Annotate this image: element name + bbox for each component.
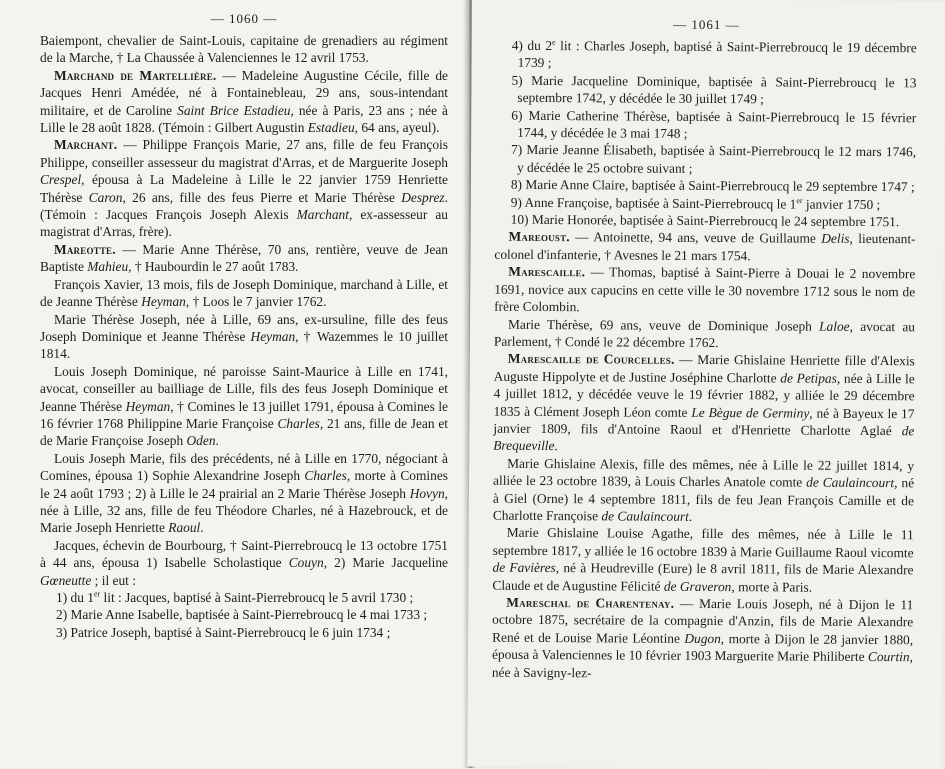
text-run: , née à Paris, 23 ans ; née à Lille le 28 août 1828. (Témoin : Gilbert Augustin: [40, 102, 448, 136]
text-run: , née à Lille le 4 juillet 1812, y décédée veuve le 19 février 1882, y alliée le 29 décembre 1835 à Clément Joseph Léon comte: [493, 370, 915, 420]
italic-name: Hovyn: [409, 485, 445, 501]
italic-name: Le Bègue de Germiny: [691, 404, 810, 421]
text-run: , née à Savigny-lez-: [491, 649, 914, 680]
entry-paragraph: [494, 228, 915, 265]
italic-name: Caron: [88, 189, 123, 205]
italic-name: Couyn: [288, 555, 324, 571]
entry-paragraph: [40, 276, 448, 311]
text-run: , ex-assesseur au magistrat d'Arras, frère).: [40, 207, 448, 240]
text-run: Marie Ghislaine Louise Agathe, fille des mêmes, née à Lille le 11 septembre 1817, y alliée le 16 octobre 1839 à Marie Guillaume Raoul vicomte: [492, 525, 914, 561]
italic-name: Laloe: [819, 318, 850, 334]
italic-name: de Caulaincourt: [806, 474, 895, 491]
text-run: Marie Ghislaine Alexis, fille des mêmes, née à Lille le 22 juillet 1814, y alliée le 23 octobre 1839, à Louis Charles Anatole comte: [493, 455, 915, 490]
superscript: e: [552, 37, 556, 47]
text-run: 1) du 1: [56, 590, 94, 605]
text-run: 3) Patrice Joseph, baptisé à Saint-Pierrebroucq le 6 juin 1734 ;: [56, 624, 391, 640]
italic-name: Oden: [186, 433, 216, 449]
child-list-item: [495, 106, 916, 143]
text-run: — Marie Ghislaine Henriette fille d'Alexis Auguste Hippolyte et de Justine Joséphine Charlotte: [493, 352, 915, 386]
text-run: François Xavier, 13 mois, fils de Joseph Dominique, marchand à Lille, et de Jeanne Thérèse: [40, 276, 448, 310]
child-list-item: [495, 141, 916, 178]
text-run: , † Comines le 13 juillet 1791, épousa à Comines le 16 février 1768 Philippine Marie Françoise: [40, 398, 448, 431]
text-run: .: [215, 433, 219, 449]
child-list-item: [496, 37, 917, 74]
text-run: .: [554, 438, 558, 454]
text-run: janvier 1750 ;: [802, 196, 881, 212]
superscript: er: [93, 589, 101, 599]
family-name-heading: Marescaille de Courcelles.: [507, 351, 675, 368]
text-run: , avocat au Parlement, † Condé le 22 décembre 1762.: [493, 318, 916, 350]
entry-paragraph: [40, 241, 448, 276]
child-list-item: [495, 72, 916, 109]
text-run: ; il eut :: [91, 572, 136, 588]
entry-paragraph: [492, 524, 913, 596]
text-run: — Marie Louis Joseph, né à Dijon le 11 octobre 1875, secrétaire de la compagnie d'Anzin, fils de Marie Alexandre René et de Louise Marie Léontine: [492, 595, 914, 646]
text-run: , 21 ans, fille de Jean et de Marie Françoise Joseph: [40, 415, 448, 449]
text-run: , épousa à La Madeleine à Lille le 22 janvier 1759 Henriette Thérèse: [40, 172, 448, 205]
text-run: , † Haubourdin le 27 août 1783.: [128, 259, 299, 275]
entries: [492, 37, 917, 684]
text-run: . (Témoin : Jacques François Joseph Alexis: [40, 189, 448, 223]
entry-paragraph: [40, 136, 448, 240]
text-run: — Madeleine Augustine Cécile, fille de Jacques Henri Amédée, né à Fontainebleau, 29 ans, sous-intendant militaire, et de Caroline: [40, 67, 448, 118]
entry-paragraph: [493, 350, 915, 457]
text-run: , morte à Dijon le 28 janvier 1880, épousa à Valenciennes le 10 février 1903 Marguerite Marie Philiberte: [491, 630, 914, 665]
italic-name: Courtin: [867, 649, 910, 665]
text-run: Marie Thérèse Joseph, née à Lille, 69 ans, ex-ursuline, fille des feus Joseph Dominique et Jeanne Thérèse: [40, 311, 448, 344]
text-run: — Marie Anne Thérèse, 70 ans, rentière, veuve de Jean Baptiste: [40, 241, 448, 275]
italic-name: de Caulaincourt: [601, 508, 689, 524]
italic-name: Raoul: [168, 520, 201, 536]
italic-name: de Petipas: [780, 370, 837, 386]
entry-paragraph: [40, 311, 448, 363]
text-run: 4) du 2: [511, 37, 553, 54]
entry-paragraph: [494, 315, 915, 352]
text-run: Marie Thérèse, 69 ans, veuve de Dominique Joseph: [507, 316, 820, 334]
italic-name: Desprez: [401, 189, 445, 205]
italic-name: Gœneutte: [40, 572, 92, 588]
text-run: .: [200, 520, 204, 536]
text-run: .: [688, 508, 693, 524]
text-run: , née à Lille, 32 ans, fille de feu Théodore Charles, né à Hazebrouck, et de Marie Joseph Henriette: [40, 485, 448, 536]
family-name-heading: Marescaille.: [508, 264, 586, 280]
text-run: 9) Anne Françoise, baptisée à Saint-Pierrebroucq le 1: [510, 194, 797, 212]
entry-paragraph: [40, 363, 448, 450]
family-name-heading: Marchand de Martellière.: [54, 67, 217, 83]
left-page: [0, 0, 468, 768]
text-run: , † Loos le 7 janvier 1762.: [185, 294, 327, 310]
entry-paragraph: [494, 263, 915, 318]
entries: [40, 32, 448, 641]
italic-name: de Graveron: [663, 578, 732, 594]
text-run: Louis Joseph Dominique, né paroisse Saint-Maurice à Lille en 1741, avocat, conseiller au bailliage de Lille, fils des feus Joseph Dominique et Jeanne Thérèse: [40, 363, 448, 414]
entry-paragraph: [40, 32, 448, 67]
italic-name: Heyman: [141, 294, 186, 310]
text-run: Jacques, échevin de Bourbourg, † Saint-Pierrebroucq le 13 octobre 1751 à 44 ans, épousa 1) Isabelle Scholastique: [40, 537, 448, 571]
page-number: — 1061 —: [673, 16, 740, 33]
child-list-item: [40, 624, 448, 641]
text-run: lit : Jacques, baptisé à Saint-Pierrebroucq le 5 avril 1730 ;: [100, 590, 414, 605]
text-run: 8) Marie Anne Claire, baptisée à Saint-Pierrebroucq le 29 septembre 1747 ;: [510, 177, 915, 195]
entry-paragraph: [40, 67, 448, 137]
italic-name: Marchant: [296, 207, 349, 223]
child-list-item: [40, 589, 448, 606]
text-run: , né à Bayeux le 17 janvier 1809, fils d'Antoine Raoul et d'Henriette Charlotte Aglaé: [493, 405, 915, 439]
text-run: , 2) Marie Jacqueline: [323, 555, 449, 571]
italic-name: Charles: [304, 468, 347, 484]
text-run: , 64 ans, ayeul).: [354, 120, 440, 136]
italic-name: Saint Brice Estadieu: [177, 102, 291, 118]
text-run: 5) Marie Jacqueline Dominique, baptisée à Saint-Pierrebroucq le 13 septembre 1742, y décédée le 30 juillet 1749 ;: [511, 72, 917, 107]
text-run: , né à Heudreville (Eure) le 8 avril 1811, fils de Marie Alexandre Claude et de Augustine Félicité: [492, 560, 914, 594]
italic-name: Heyman: [125, 398, 171, 414]
italic-name: Heyman: [250, 328, 296, 344]
text-run: — Philippe François Marie, 27 ans, fille de feu François Philippe, conseiller assesseur du magistrat d'Arras, et de Marguerite Joseph: [40, 137, 448, 170]
text-run: , 26 ans, fille des feus Pierre et Marie Thérèse: [122, 189, 402, 205]
text-run: , morte à Paris.: [731, 578, 813, 595]
text-run: , né à Giel (Orne) le 4 septembre 1811, fils de feu Jean François Camille et de Charlotte Françoise: [492, 475, 915, 524]
italic-name: de Brequeville: [493, 423, 915, 454]
italic-name: Charles: [277, 415, 320, 431]
child-list-item: [495, 176, 916, 196]
entry-paragraph: [493, 454, 914, 526]
text-run: , lieutenant-colonel d'infanterie, † Avesnes le 21 mars 1754.: [494, 231, 916, 264]
italic-name: Delis: [821, 231, 850, 247]
entry-paragraph: [492, 594, 914, 684]
page-number: — 1060 —: [210, 11, 278, 26]
child-list-item: [40, 606, 448, 623]
italic-name: Crespel: [40, 172, 82, 188]
family-name-heading: Mareschal de Charentenay.: [506, 594, 675, 611]
entry-paragraph: [40, 537, 448, 589]
text-run: Louis Joseph Marie, fils des précédents, né à Lille en 1770, négociant à Comines, épousa 1) Sophie Alexandrine Joseph: [40, 450, 448, 484]
text-run: — Thomas, baptisé à Saint-Pierre à Douai le 2 novembre 1691, novice aux capucins en cette ville le 30 novembre 1712 sous le nom de frère Colombin.: [494, 264, 916, 315]
text-run: , morte à Comines le 24 août 1793 ; 2) à Lille le 24 prairial an 2 Marie Thérèse Joseph: [40, 468, 448, 501]
text-run: 6) Marie Catherine Thérèse, baptisée à Saint-Pierrebroucq le 15 février 1744, y décédée le 3 mai 1748 ;: [511, 107, 917, 141]
text-run: Baiempont, chevalier de Saint-Louis, capitaine de grenadiers au régiment de la Marche, † La Chaussée à Valenciennes le 12 avril 1753.: [40, 33, 448, 66]
italic-name: Dugon: [684, 630, 721, 646]
superscript: er: [796, 195, 803, 205]
text-run: 10) Marie Honorée, baptisée à Saint-Pierrebroucq le 24 septembre 1751.: [510, 211, 900, 230]
family-name-heading: Marchant.: [54, 137, 118, 153]
family-name-heading: Mareotte.: [54, 241, 116, 257]
italic-name: de Favières: [492, 559, 556, 576]
text-run: 7) Marie Jeanne Élisabeth, baptisée à Saint-Pierrebroucq le 12 mars 1746, y décédée le 25 octobre suivant ;: [511, 142, 917, 176]
italic-name: Estadieu: [307, 120, 355, 136]
text-run: , † Wazemmes le 10 juillet 1814.: [40, 328, 448, 362]
right-page: [467, 0, 945, 769]
entry-paragraph: [40, 450, 448, 537]
text-run: 2) Marie Anne Isabelle, baptisée à Saint-Pierrebroucq le 4 mai 1733 ;: [56, 607, 428, 623]
text-run: lit : Charles Joseph, baptisé à Saint-Pierrebroucq le 19 décembre 1739 ;: [517, 38, 917, 71]
family-name-heading: Mareoust.: [508, 229, 570, 245]
text-run: — Antoinette, 94 ans, veuve de Guillaume: [569, 229, 822, 247]
italic-name: Mahieu: [87, 259, 129, 275]
